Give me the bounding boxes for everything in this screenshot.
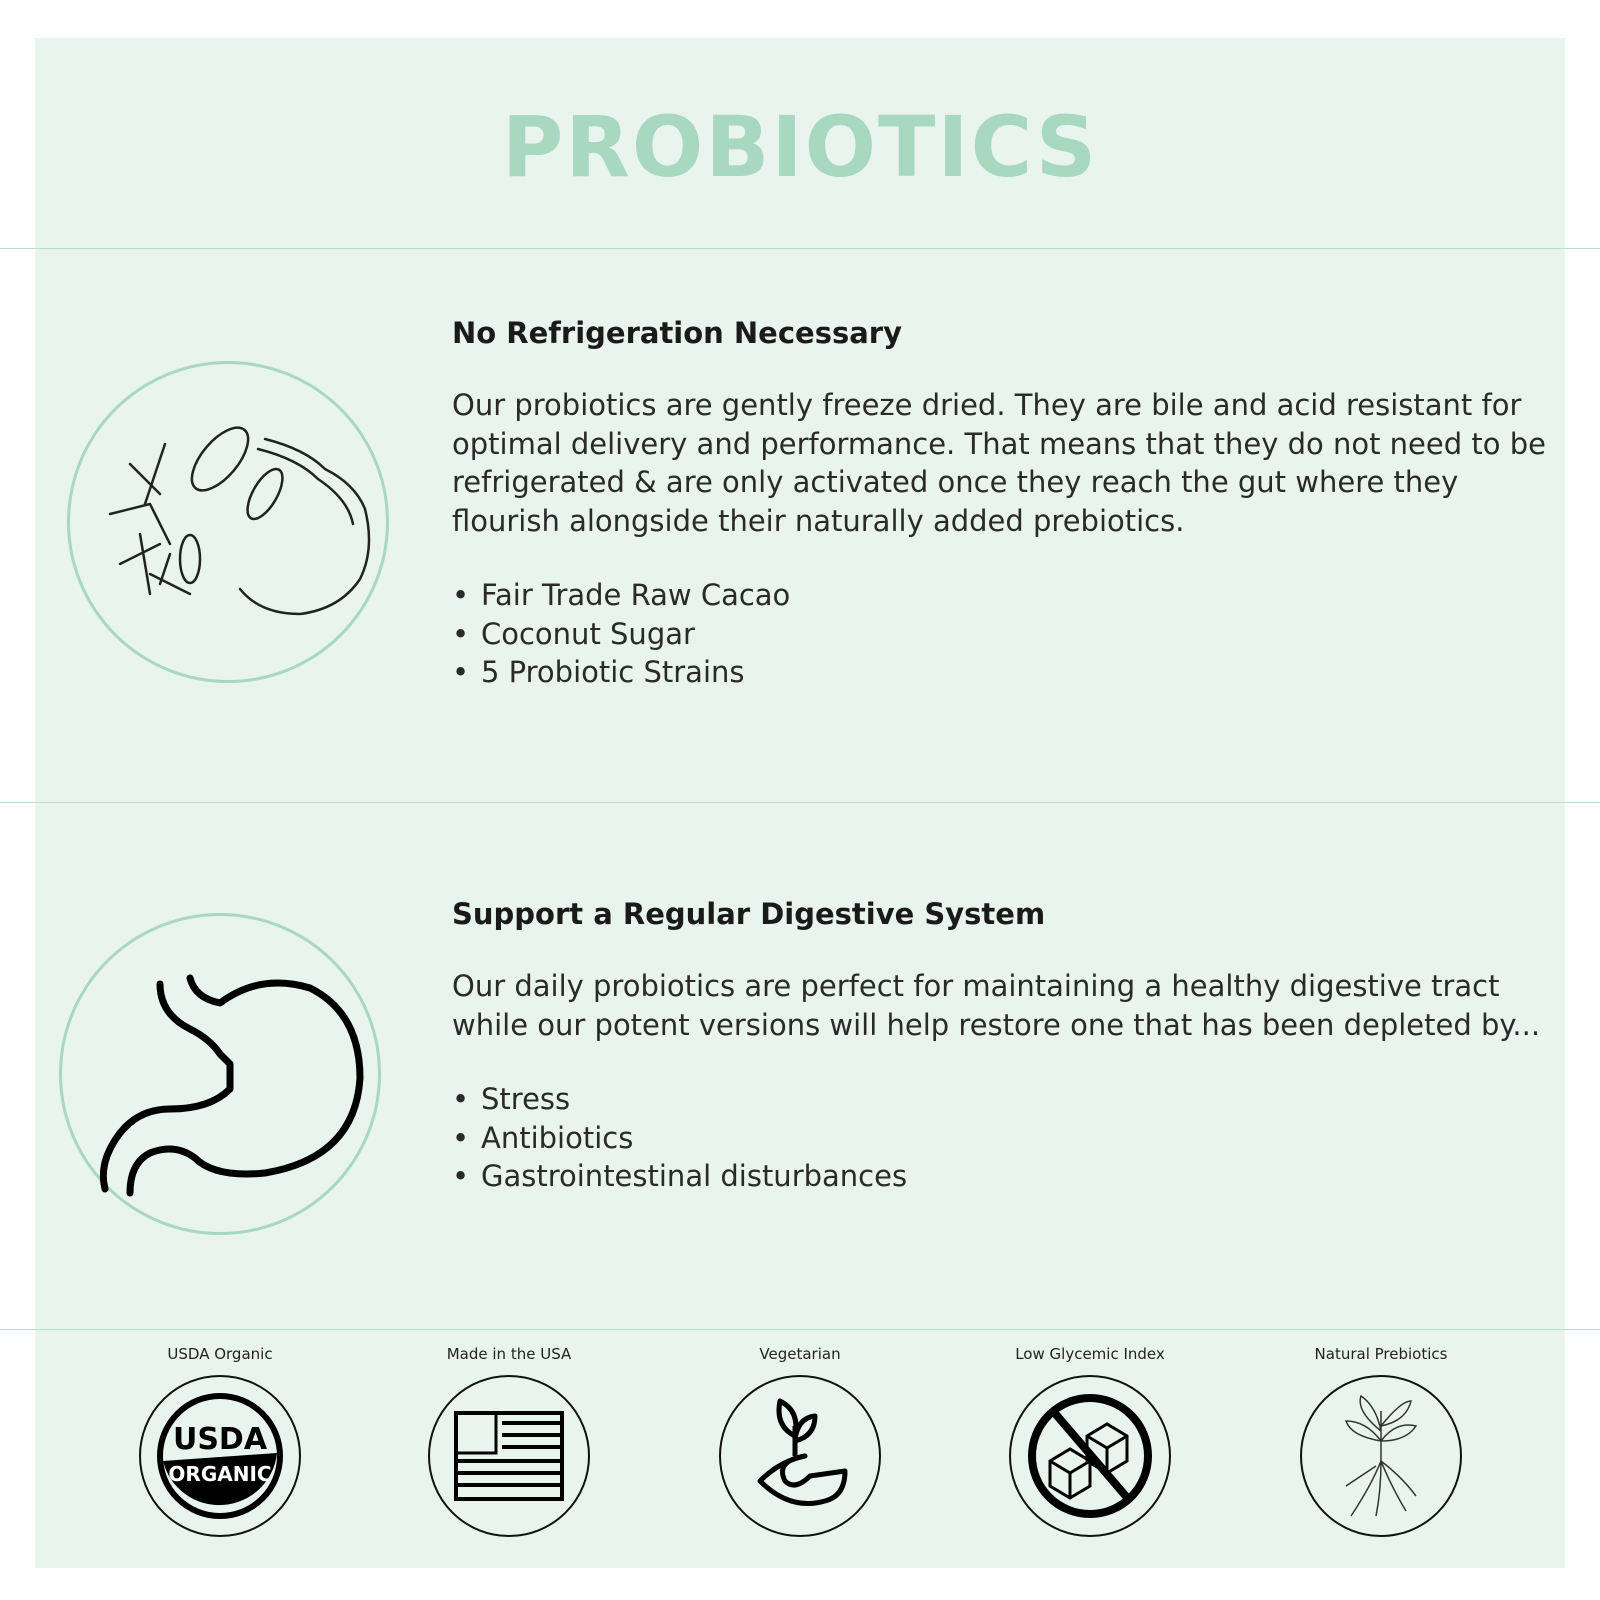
badge-low-glycemic: [980, 1345, 1200, 1537]
section-body: Our daily probiotics are perfect for maintaining a healthy digestive tract while our potent versions will help restore one that has been depleted by...: [452, 969, 1541, 1042]
svg-text:USDA: USDA: [172, 1422, 268, 1457]
divider: [0, 802, 1600, 803]
usda-organic-icon: [155, 1391, 285, 1521]
list-item: • Gastrointestinal disturbances: [452, 1157, 1552, 1196]
badge-usda-organic: [110, 1345, 330, 1537]
badge-label: Made in the USA: [446, 1345, 572, 1363]
section-heading: No Refrigeration Necessary: [452, 316, 903, 350]
badge-label: Natural Prebiotics: [1314, 1345, 1448, 1363]
stomach-icon-circle: [59, 913, 381, 1235]
section-no-refrigeration: [452, 316, 1552, 692]
list-item: • Coconut Sugar: [452, 615, 1552, 654]
badge-label: USDA Organic: [167, 1345, 273, 1363]
badge-natural-prebiotics: [1271, 1345, 1491, 1537]
bullet-list: [452, 576, 1552, 692]
list-item: • 5 Probiotic Strains: [452, 653, 1552, 692]
list-item: • Stress: [452, 1080, 1552, 1119]
us-flag-icon: [454, 1411, 564, 1501]
divider: [0, 1329, 1600, 1330]
badge-made-in-usa: [399, 1345, 619, 1537]
badge-label: Vegetarian: [759, 1345, 841, 1363]
sprout-in-hand-icon: [740, 1396, 860, 1516]
svg-text:ORGANIC: ORGANIC: [168, 1462, 272, 1486]
badge-label: Low Glycemic Index: [1015, 1345, 1165, 1363]
list-item: • Antibiotics: [452, 1119, 1552, 1158]
stomach-icon: [62, 916, 378, 1232]
divider: [0, 248, 1600, 249]
no-sugar-cubes-icon: [1025, 1391, 1155, 1521]
bacteria-icon-circle: [67, 361, 389, 683]
bacteria-icon: [70, 364, 386, 680]
bullet-list: [452, 1080, 1552, 1196]
section-body: Our probiotics are gently freeze dried. They are bile and acid resistant for optimal delivery and performance. That means that they do not need to be refrigerated & are only activated once they reach the gut where they flourish alongside their naturally added prebiotics.: [452, 388, 1546, 538]
list-item: • Fair Trade Raw Cacao: [452, 576, 1552, 615]
root-plant-icon: [1326, 1391, 1436, 1521]
section-heading: Support a Regular Digestive System: [452, 897, 1046, 931]
content-panel: [35, 38, 1565, 1568]
badge-vegetarian: [690, 1345, 910, 1537]
page-title: PROBIOTICS: [501, 98, 1099, 196]
section-digestive-system: [452, 897, 1552, 1196]
